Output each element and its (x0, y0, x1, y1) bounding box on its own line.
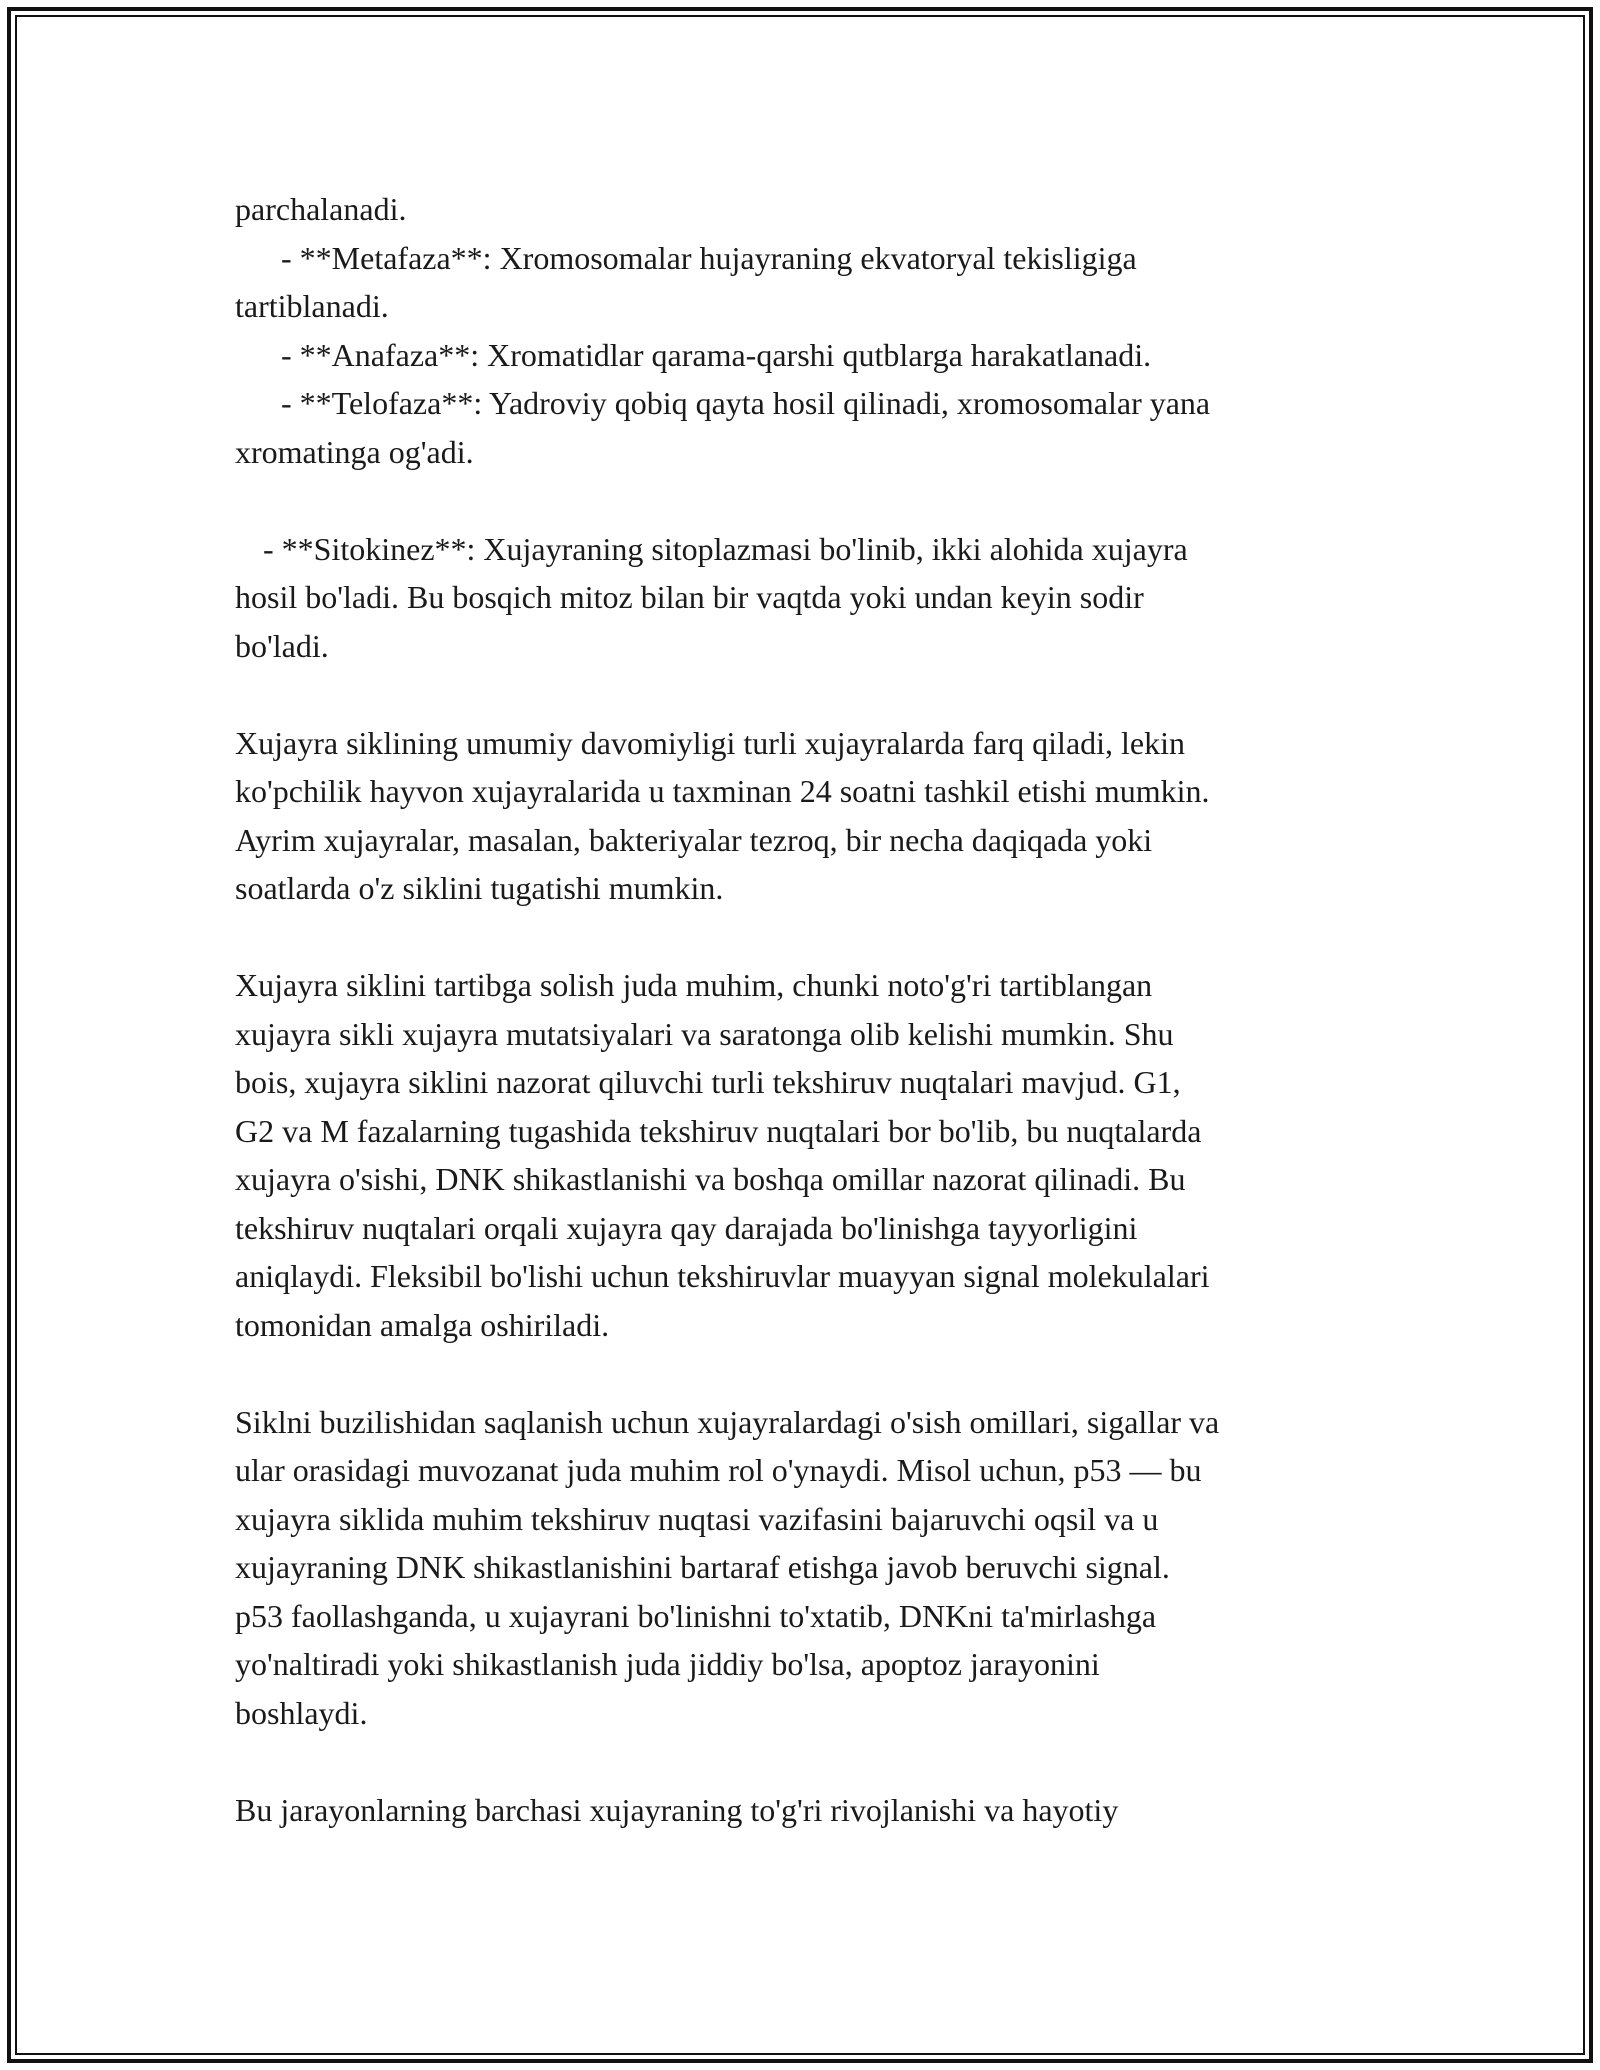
text-line: Xujayra siklini tartibga solish juda muhim, chunki noto'g'ri tartiblangan (235, 967, 1153, 1003)
paragraph-gap (235, 670, 1385, 719)
text-line: Ayrim xujayralar, masalan, bakteriyalar tezroq, bir necha daqiqada yoki (235, 821, 1153, 858)
text-line: aniqlaydi. Fleksibil bo'lishi uchun tekshiruvlar muayyan signal molekulalari (235, 1258, 1210, 1294)
paragraph-gap (235, 913, 1385, 962)
paragraph-cycle-duration (235, 719, 1385, 913)
text-line: xujayra sikli xujayra mutatsiyalari va saratonga olib kelishi mumkin. Shu (235, 1015, 1174, 1052)
text-line: - **Telofaza**: Yadroviy qobiq qayta hosil qilinadi, xromosomalar yana (281, 385, 1211, 421)
text-line: xujayraning DNK shikastlanishini bartaraf etishga javob beruvchi signal. (235, 1549, 1170, 1585)
text-line: tartiblanadi. (235, 288, 389, 324)
text-line: bo'ladi. (235, 627, 329, 664)
text-line: xujayra o'sishi, DNK shikastlanishi va boshqa omillar nazorat qilinadi. Bu (235, 1161, 1186, 1197)
text-line: p53 faollashganda, u xujayrani bo'linishni to'xtatib, DNKni ta'mirlashga (235, 1597, 1157, 1634)
text-line: ko'pchilik hayvon xujayralarida u taxminan 24 soatni tashkil etishi mumkin. (235, 773, 1210, 809)
text-line: ular orasidagi muvozanat juda muhim rol o'ynaydi. Misol uchun, p53 — bu (235, 1452, 1202, 1488)
text-line: yo'naltiradi yoki shikastlanish juda jiddiy bo'lsa, apoptoz jarayonini (235, 1646, 1100, 1682)
text-line: Bu jarayonlarning barchasi xujayraning to'g'ri rivojlanishi va hayotiy (235, 1791, 1119, 1828)
text-line: tekshiruv nuqtalari orqali xujayra qay darajada bo'linishga tayyorligini (235, 1209, 1138, 1246)
text-line: Xujayra siklining umumiy davomiyligi turli xujayralarda farq qiladi, lekin (235, 724, 1186, 761)
text-line: Siklni buzilishidan saqlanish uchun xujayralardagi o'sish omillari, sigallar va (235, 1403, 1220, 1440)
text-line: boshlaydi. (235, 1694, 368, 1731)
text-line: - **Metafaza**: Xromosomalar hujayraning ekvatoryal tekisligiga (281, 239, 1137, 276)
paragraph-gap (235, 1737, 1385, 1786)
list-item-sitokinez (235, 525, 1385, 671)
text-line: xromatinga og'adi. (235, 433, 474, 470)
list-item-anafaza (235, 331, 1385, 380)
text-line: - **Sitokinez**: Xujayraning sitoplazmasi bo'linib, ikki alohida xujayra (263, 530, 1188, 567)
text-line: G2 va M fazalarning tugashida tekshiruv nuqtalari bor bo'lib, bu nuqtalarda (235, 1112, 1202, 1149)
text-line: soatlarda o'z siklini tugatishi mumkin. (235, 870, 724, 906)
text-line: - **Anafaza**: Xromatidlar qarama-qarshi qutblarga harakatlanadi. (281, 336, 1152, 373)
text-line: tomonidan amalga oshiriladi. (235, 1306, 610, 1343)
list-item-metafaza (235, 234, 1385, 331)
paragraph-gap (235, 1349, 1385, 1398)
paragraph-gap (235, 476, 1385, 525)
paragraph-cycle-regulation (235, 961, 1385, 1349)
text-line: parchalanadi. (235, 191, 407, 227)
text-line: hosil bo'ladi. Bu bosqich mitoz bilan bir vaqtda yoki undan keyin sodir (235, 579, 1144, 615)
list-item-telofaza (235, 379, 1385, 476)
text-line: bois, xujayra siklini nazorat qiluvchi turli tekshiruv nuqtalari mavjud. G1, (235, 1064, 1181, 1100)
document-body (235, 185, 1385, 1834)
paragraph-closing (235, 1786, 1385, 1835)
text-line: xujayra siklida muhim tekshiruv nuqtasi vazifasini bajaruvchi oqsil va u (235, 1500, 1159, 1537)
paragraph-p53 (235, 1398, 1385, 1738)
continuation-text (235, 185, 1385, 234)
